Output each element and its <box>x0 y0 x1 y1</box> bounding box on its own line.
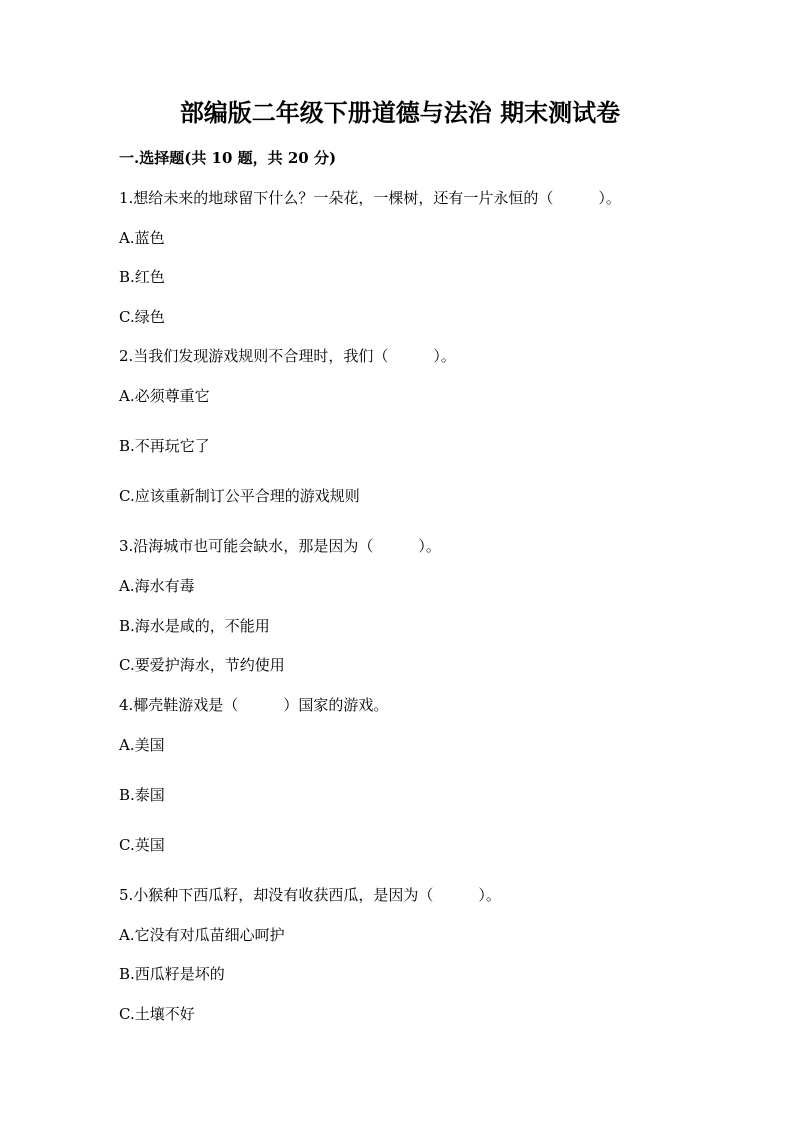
question-option: B.西瓜籽是坏的 <box>119 965 225 983</box>
question-option: C.土壤不好 <box>119 1005 195 1023</box>
question-option: A.美国 <box>119 736 165 754</box>
question-option: A.蓝色 <box>119 229 165 247</box>
question-option: C.应该重新制订公平合理的游戏规则 <box>119 487 360 505</box>
question-stem: 1.想给未来的地球留下什么？一朵花，一棵树，还有一片永恒的（ ）。 <box>119 189 621 207</box>
section-heading: 一.选择题(共 10 题，共 20 分) <box>119 149 337 167</box>
question-stem: 5.小猴种下西瓜籽，却没有收获西瓜，是因为（ ）。 <box>119 886 501 904</box>
question-option: C.绿色 <box>119 308 165 326</box>
question-stem: 2.当我们发现游戏规则不合理时，我们（ ）。 <box>119 347 456 365</box>
question-stem: 4.椰壳鞋游戏是（ ）国家的游戏。 <box>119 696 389 714</box>
question-option: A.必须尊重它 <box>119 387 210 405</box>
question-option: B.不再玩它了 <box>119 437 210 455</box>
question-option: B.红色 <box>119 268 165 286</box>
question-option: A.它没有对瓜苗细心呵护 <box>119 926 285 944</box>
page-title: 部编版二年级下册道德与法治 期末测试卷 <box>179 98 621 127</box>
question-option: C.要爱护海水，节约使用 <box>119 656 285 674</box>
question-option: A.海水有毒 <box>119 577 195 595</box>
question-stem: 3.沿海城市也可能会缺水，那是因为（ ）。 <box>119 537 441 555</box>
question-option: C.英国 <box>119 836 165 854</box>
question-option: B.泰国 <box>119 786 165 804</box>
question-option: B.海水是咸的，不能用 <box>119 617 270 635</box>
